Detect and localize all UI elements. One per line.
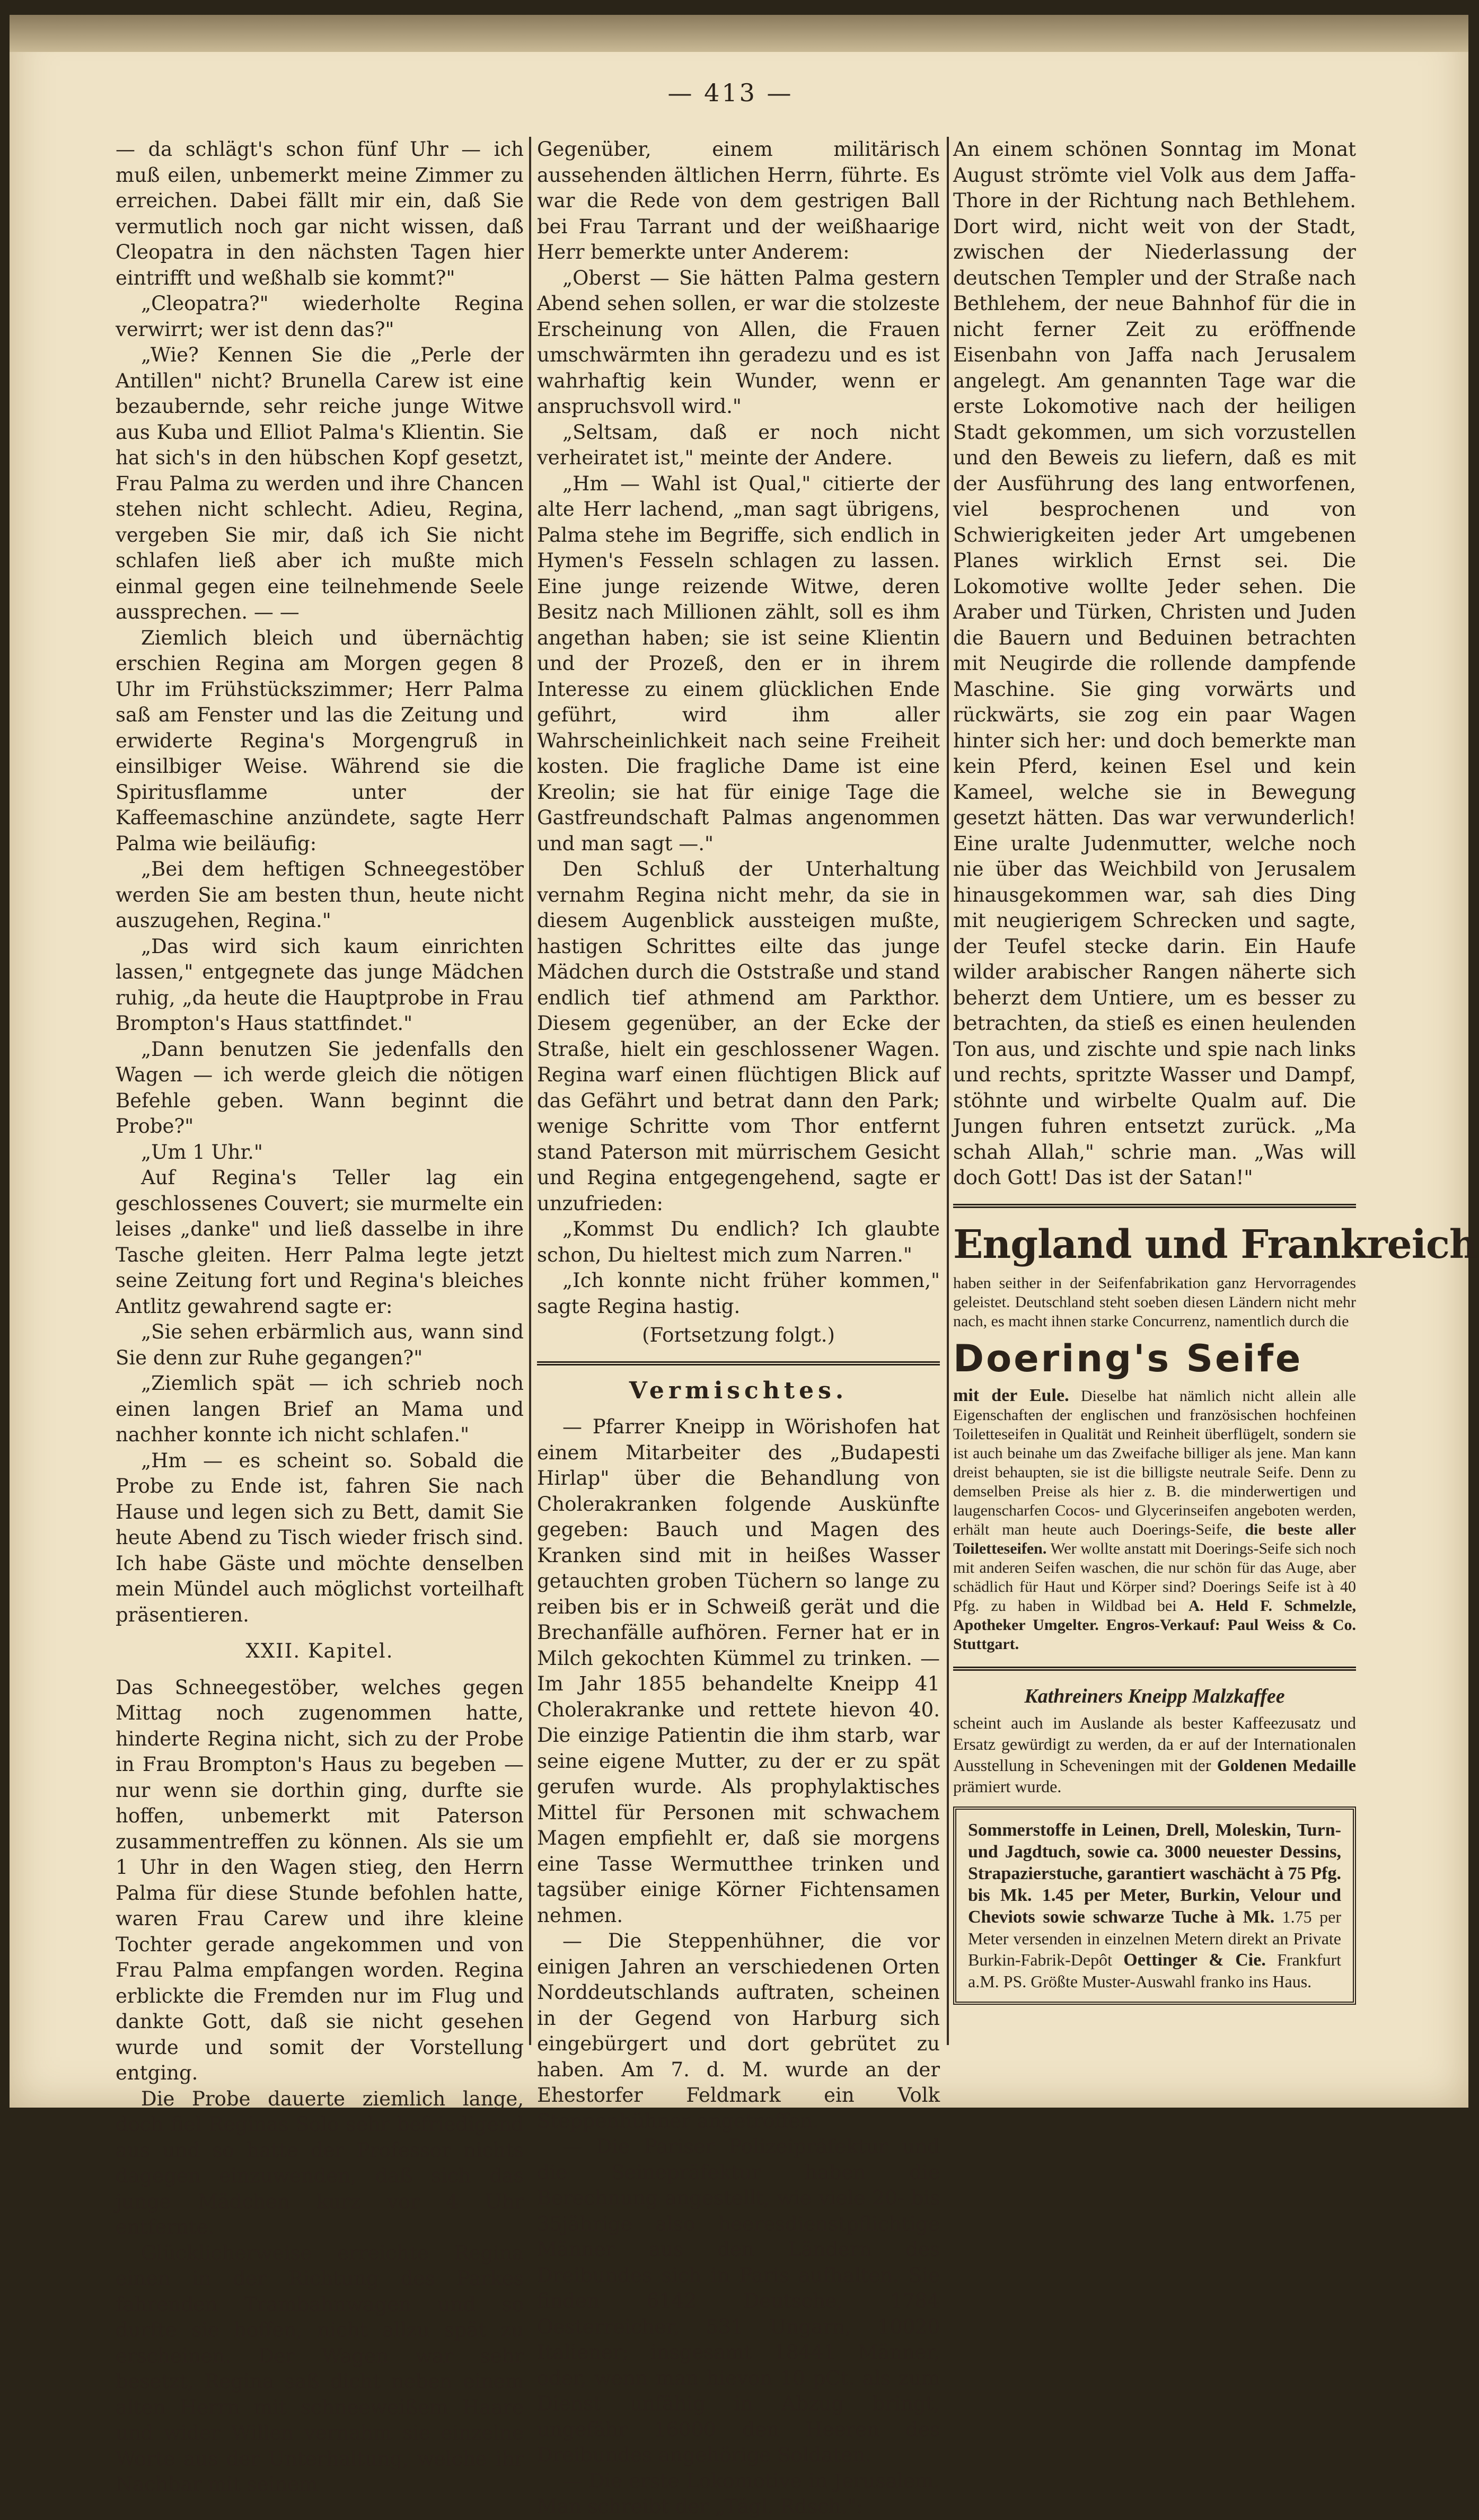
soap-advertisement <box>953 1221 1477 1654</box>
ad-brand: Doering's Seife <box>953 1336 1303 1380</box>
ad-body: 1.75 per Meter versenden in einzelnen Metern direkt an Private Burkin-Fabrik-Depôt <box>968 1907 1341 1969</box>
ad-firm: Oettinger & Cie. <box>1123 1950 1266 1970</box>
page-number: — 413 — <box>667 78 794 107</box>
paragraph: Den Schluß der Unterhaltung vernahm Regina nicht mehr, da sie in diesem Augenblick aussteigen mußte, hastigen Schrittes eilte das junge Mädchen durch die Oststraße und stand endlich tief athmend am Parkthor. Diesem gegenüber, an der Ecke der Straße, hielt ein geschlossener Wagen. Regina warf einen flüchtigen Blick auf das Gefährt und betrat dann den Park; wenige Schritte vom Thor entfernt stand Paterson mit mürrischem Gesicht und Regina entgegengehend, sagte er unzufrieden: <box>537 858 940 1215</box>
paragraph: „Bei dem heftigen Schneegestöber werden Sie am besten thun, heute nicht auszugehen, Regina." <box>116 858 524 932</box>
paragraph: Gegenüber, einem militärisch aussehenden ältlichen Herrn, führte. Es war die Rede von dem gestrigen Ball bei Frau Tarrant und der weißhaarige Herr bemerkte unter Anderem: <box>537 138 940 263</box>
continued-note: (Fortsetzung folgt.) <box>642 1324 835 1346</box>
section-heading: Vermischtes. <box>629 1377 848 1404</box>
paragraph: Die Probe dauerte ziemlich lange, doch fiel Reginas Solo sehr befriedigend aus und so hatte der Professor nichts dagegen einzuwenden, daß sich das junge Mädchen kurz vor 4 Uhr entfernte. <box>116 2087 524 2239</box>
paragraph: „Oberst — Sie hätten Palma gestern Abend sehen sollen, er war die stolzeste Erscheinung von Allen, die Frauen umschwärmten ihn geradezu und es ist wahrhaftig kein Wunder, wenn er anspruchsvoll wird." <box>537 266 940 418</box>
ad-text: haben seither in der Seifenfabrikation ganz Hervorragendes geleistet. Deutschland steht soeben diesen Ländern nicht mehr nach, es macht ihnen starke Concurrenz, namentlich durch die <box>953 1274 1356 1330</box>
ad-brand-sub: mit der Eule. <box>953 1385 1069 1405</box>
paragraph: — da schlägt's schon fünf Uhr — ich muß eilen, unbemerkt meine Zimmer zu erreichen. Dabei fällt mir ein, daß Sie vermutlich noch gar nicht wissen, daß Cleopatra in den nächsten Tagen hier eintrifft und weßhalb sie kommt?" <box>116 138 524 289</box>
paragraph: — Die erste Lokomotive in Jerusalem. Man schreibt der „Tägl. Rdsch.": <box>537 2469 940 2518</box>
paragraph: „Ich konnte nicht früher kommen," sagte Regina hastig. <box>537 1269 940 1318</box>
paragraph: „Das wird sich kaum einrichten lassen," entgegnete das junge Mädchen ruhig, „da heute die Hauptprobe in Frau Brompton's Haus stattfindet." <box>116 935 524 1035</box>
section-rule <box>953 1204 1356 1208</box>
ad-emphasis: Sommerstoffe in Leinen, Drell, Moleskin, Turn- und Jagdtuch, sowie ca. 3000 neuester Dessins, Strapazierstuche, garantiert waschächt à 75 Pfg. bis Mk. 1.45 per Meter, Burkin, Velour und Cheviots sowie schwarze Tuche à Mk. <box>968 1820 1341 1927</box>
page-top-edge <box>10 15 1468 52</box>
paragraph: „Cleopatra?" wiederholte Regina verwirrt; wer ist denn das?" <box>116 292 524 341</box>
coffee-advertisement <box>953 1684 1356 1798</box>
column-1 <box>116 137 524 2498</box>
ad-title: England und Frankreich <box>953 1221 1477 1267</box>
column-divider <box>947 137 949 2045</box>
paragraph: „Seltsam, daß er noch nicht verheiratet ist," meinte der Andere. <box>537 420 940 469</box>
ad-body: Frankfurt a.M. PS. Größte Muster-Auswahl franko ins Haus. <box>968 1950 1342 1991</box>
paragraph: Glücklicherweise erreichte Regina einen in der Richtung des Parkes fahrenden Trambahnwagen und so durfte sie hoffen, nicht allzu spät zu erscheinen. Der Wagen war sehr besetzt, Regina saß dicht neben einem alten Herrn mit schneeweißem Haare und wider Willen vernahm sie einzelne Worte aus der Unterhaltung, welche ihr Nachbar mit seinem <box>116 2241 524 2496</box>
chapter-heading: XXII. Kapitel. <box>245 1640 394 1662</box>
ad-text <box>953 1386 1356 1654</box>
paragraph: Ziemlich bleich und übernächtig erschien Regina am Morgen gegen 8 Uhr im Frühstückszimmer; Herr Palma saß am Fenster und las die Zeitung und erwiderte Regina's Morgengruß in einsilbiger Weise. Während sie die Spiritusflamme unter der Kaffeemaschine anzündete, sagte Herr Palma wie beiläufig: <box>116 626 524 855</box>
paragraph: — Die Pariser Polizeipräfektur und die Seinepräfektur haben die Berechnung angestellt, wie viele 20- bis 35jährige also heeresdienstpflichtige Männer aus den Ländern des Dreibundes sich in Paris aufhalten. Sie finden 6142 Deutsche, 1784 Oesterreicher, 531 Ungarn, 10020 Italiener; insgesamt 18441 Männer, oder, wenn man hievon 10 pCt. als zum Dienst unfähig in Abzug bringt, ungefähr 16000 den Heeren des Dreibundes angehörige Soldaten. <box>537 2135 940 2466</box>
paragraph: „Sie sehen erbärmlich aus, wann sind Sie denn zur Ruhe gegangen?" <box>116 1320 524 1369</box>
ad-body: prämiert wurde. <box>953 1777 1062 1796</box>
column-divider <box>529 137 531 2045</box>
paragraph: — Die Steppenhühner, die vor einigen Jahren an verschiedenen Orten Norddeutschlands auftraten, scheinen in der Gegend von Harburg sich eingebürgert und dort gebrütet zu haben. Am 7. d. M. wurde an der Ehestorfer Feldmark ein Volk Steppenhühner angetroffen. <box>537 1929 940 2133</box>
ad-vendors: A. Held F. Schmelzle, Apotheker Umgelter. Engros-Verkauf: Paul Weiss & Co. Stuttgart. <box>953 1597 1357 1653</box>
section-rule <box>953 1667 1356 1671</box>
ad-emphasis: die beste aller Toiletteseifen. <box>953 1520 1357 1557</box>
paragraph: „Ziemlich spät — ich schrieb noch einen langen Brief an Mama und nachher konnte ich nicht schlafen." <box>116 1372 524 1446</box>
ad-title: Kathreiners Kneipp Malzkaffee <box>1024 1685 1285 1707</box>
section-rule <box>537 1361 940 1365</box>
paragraph: „Hm — es scheint so. Sobald die Probe zu Ende ist, fahren Sie nach Hause und legen sich zu Bett, damit Sie heute Abend zu Tisch wieder frisch sind. Ich habe Gäste und möchte denselben mein Mündel auch möglichst vorteilhaft präsentieren. <box>116 1449 524 1626</box>
newspaper-page <box>10 15 1477 2518</box>
column-2 <box>537 137 940 2520</box>
paragraph: „Kommst Du endlich? Ich glaubte schon, Du hieltest mich zum Narren." <box>537 1218 940 1266</box>
ad-body: Dieselbe hat nämlich nicht allein alle Eigenschaften der englischen und französischen hochfeinen Toiletteseifen in Qualität und Reinheit überflügelt, sondern sie ist auch beinahe um das Zweifache billiger als jene. Man kann dreist behaupten, sie ist die billigste neutrale Seife. Denn zu demselben Preise als hier z. B. die minderwertigen und laugenscharfen Cocos- und Glycerinseifen angeboten werden, erhält man heute auch Doerings-Seife, <box>953 1387 1356 1538</box>
paragraph: „Wie? Kennen Sie die „Perle der Antillen" nicht? Brunella Carew ist eine bezaubernde, sehr reiche junge Witwe aus Kuba und Elliot Palma's Klientin. Sie hat sich's in den hübschen Kopf gesetzt, Frau Palma zu werden und ihre Chancen stehen nicht schlecht. Adieu, Regina, vergeben Sie mir, daß ich Sie nicht schlafen ließ aber ich mußte mich einmal gegen eine teilnehmende Seele aussprechen. — — <box>116 343 524 623</box>
paragraph: „Dann benutzen Sie jedenfalls den Wagen — ich werde gleich die nötigen Befehle geben. Wann beginnt die Probe?" <box>116 1037 524 1138</box>
paragraph: — Pfarrer Kneipp in Wörishofen hat einem Mitarbeiter des „Budapesti Hirlap" über die Behandlung von Cholerakranken folgende Auskünfte gegeben: Bauch und Magen des Kranken sind mit in heißes Wasser getauchten groben Tüchern so lange zu reiben bis er in Schweiß gerät und die Brechanfälle aufhören. Ferner hat er in Milch gekochten Kümmel zu trinken. — Im Jahr 1855 behandelte Kneipp 41 Cholerakranke und rettete hievon 40. Die einzige Patientin die ihm starb, war seine eigene Mutter, zu der er zu spät gerufen wurde. Als prophylaktisches Mittel für Personen mit schwachem Magen empfiehlt er, daß sie morgens eine Tasse Wermutthee trinken und tagsüber einige Körner Fichtensamen nehmen. <box>537 1415 940 1927</box>
paragraph: „Um 1 Uhr." <box>141 1140 263 1164</box>
ad-body: Wer wollte anstatt mit Doerings-Seife sich noch mit anderen Seifen waschen, die nur schön für das Auge, aber schädlich für Haut und Körper sind? Doerings Seife ist à 40 Pfg. zu haben in Wildbad bei <box>953 1539 1356 1615</box>
fabric-advertisement <box>953 1807 1356 2005</box>
paragraph: Auf Regina's Teller lag ein geschlossenes Couvert; sie murmelte ein leises „danke" und ließ dasselbe in ihre Tasche gleiten. Herr Palma legte jetzt seine Zeitung fort und Regina's bleiches Antlitz gewahrend sagte er: <box>116 1166 524 1318</box>
ad-body: scheint auch im Auslande als bester Kaffeezusatz und Ersatz gewürdigt zu werden, da er auf der Internationalen Ausstellung in Scheveningen mit der <box>953 1713 1356 1775</box>
ad-emphasis: Goldenen Medaille <box>1217 1756 1356 1775</box>
paragraph: „Hm — Wahl ist Qual," citierte der alte Herr lachend, „man sagt übrigens, Palma stehe im Begriffe, sich endlich in Hymen's Fesseln schlagen zu lassen. Eine junge reizende Witwe, deren Besitz nach Millionen zählt, soll es ihm angethan haben; sie ist seine Klientin und der Prozeß, den er in ihrem Interesse zu einem glücklichen Ende geführt, wird ihm aller Wahrscheinlichkeit nach seine Freiheit kosten. Die fragliche Dame ist eine Kreolin; sie hat für einige Tage die Gastfreundschaft Palmas angenommen und man sagt —." <box>537 472 940 855</box>
paragraph: Das Schneegestöber, welches gegen Mittag noch zugenommen hatte, hinderte Regina nicht, sich zu der Probe in Frau Brompton's Haus zu begeben — nur wenn sie dorthin ging, durfte sie hoffen, unbemerkt mit Paterson zusammentreffen zu können. Als sie um 1 Uhr in den Wagen stieg, den Herrn Palma für diese Stunde befohlen hatte, waren Frau Carew und ihre kleine Tochter gerade angekommen und von Frau Palma empfangen worden. Regina erblickte die Fremden nur im Flug und dankte Gott, daß sie nicht gesehen wurde und somit der Vorstellung entging. <box>116 1676 524 2084</box>
ad-text <box>953 1712 1356 1797</box>
column-3 <box>953 137 1477 2005</box>
paragraph: An einem schönen Sonntag im Monat August strömte viel Volk aus dem Jaffa-Thore in der Richtung nach Bethlehem. Dort wird, nicht weit von der Stadt, zwischen der Niederlassung der deutschen Templer und der Straße nach Bethlehem, der neue Bahnhof für die in nicht ferner Zeit zu eröffnende Eisenbahn von Jaffa nach Jerusalem angelegt. Am genannten Tage war die erste Lokomotive nach der heiligen Stadt gekommen, um sich vorzustellen und den Beweis zu liefern, daß es mit der Ausführung des lang entworfenen, viel besprochenen und von Schwierigkeiten jeder Art umgebenen Planes wirklich Ernst sei. Die Lokomotive wollte Jeder sehen. Die Araber und Türken, Christen und Juden die Bauern und Beduinen betrachten mit Neugirde die rollende dampfende Maschine. Sie ging vorwärts und rückwärts, sie zog ein paar Wagen hinter sich her: und doch bemerkte man kein Pferd, keinen Esel und kein Kameel, welche sie in Bewegung gesetzt hätten. Das war verwunderlich! Eine uralte Judenmutter, welche noch nie über das Weichbild von Jerusalem hinausgekommen war, sah dies Ding mit neugierigem Schrecken und sagte, der Teufel stecke darin. Ein Haufe wilder arabischer Rangen näherte sich beherzt dem Untiere, um es besser zu betrachten, da stieß es einen heulenden Ton aus, und zischte und spie nach links und rechts, spritzte Wasser und Dampf, stöhnte und wirbelte Qualm auf. Die Jungen fuhren entsetzt zurück. „Ma schah Allah," schrie man. „Was will doch Gott! Das ist der Satan!" <box>953 138 1356 1189</box>
